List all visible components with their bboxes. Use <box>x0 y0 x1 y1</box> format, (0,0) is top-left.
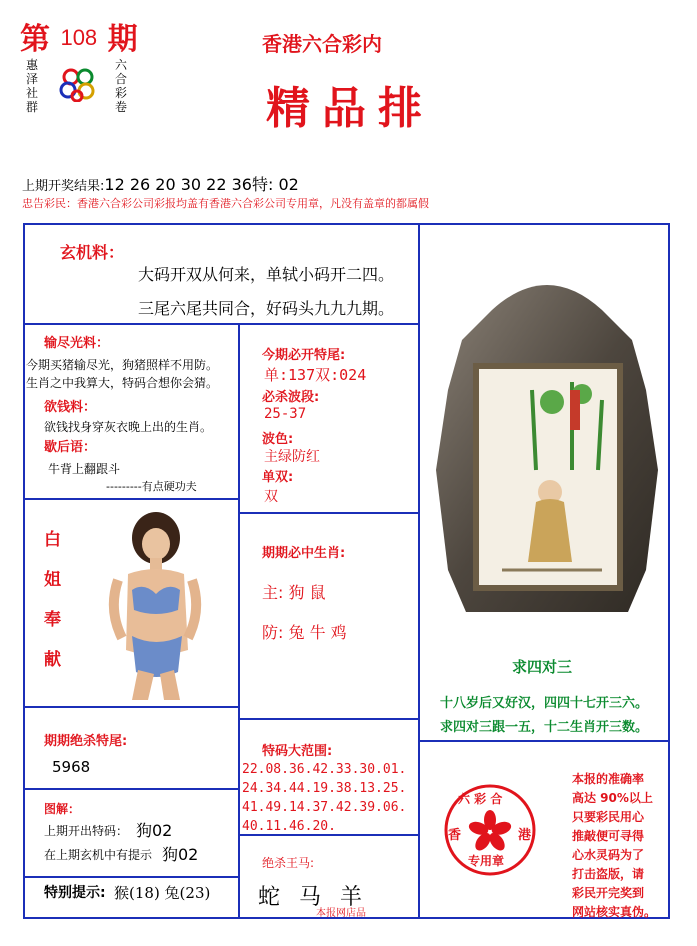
divider <box>418 223 420 919</box>
shujin-label: 输尽光料： <box>44 336 110 351</box>
brand-title: 香港六合彩内 <box>262 32 382 56</box>
wave-label: 必杀波段: <box>262 390 320 405</box>
oddeven-value: 双 <box>264 489 278 505</box>
vertical-char: 社 <box>26 86 39 100</box>
range-row: 40.11.46.20. <box>242 819 336 834</box>
tujie-row-2-value: 狗02 <box>162 845 199 864</box>
divider <box>23 323 419 325</box>
vertical-char: 合 <box>115 72 128 86</box>
tujie-row-2-label: 在上期玄机中有提示 <box>44 848 153 862</box>
color-label: 波色: <box>262 432 294 447</box>
range-row: 24.34.44.19.38.13.25. <box>242 781 407 796</box>
mirror-picture <box>432 270 662 620</box>
zodiac-label: 期期必中生肖: <box>262 546 346 561</box>
tujie-label: 图解： <box>44 802 81 816</box>
last-result-special: 02 <box>278 175 299 194</box>
divider <box>23 498 240 500</box>
zodiac-guard-label: 防: <box>262 623 284 642</box>
last-result-label: 上期开奖结果: <box>22 179 105 194</box>
lottery-logo-icon <box>58 66 98 102</box>
model-photo <box>98 510 208 702</box>
hint-value: 猴(18) 兔(23) <box>114 884 211 902</box>
sansheng-label: 绝杀王马: <box>262 856 315 870</box>
ad-line: 心水灵码为了 <box>572 848 645 862</box>
hint-label: 特别提示: <box>44 885 106 901</box>
mirror-line-1: 十八岁后又好汉，四四十七开三六。 <box>440 696 649 711</box>
tujie-row-1-label: 上期开出特码： <box>44 824 129 838</box>
range-row: 22.08.36.42.33.30.01. <box>242 762 407 777</box>
zodiac-main <box>262 580 326 603</box>
divider <box>238 718 419 720</box>
notice-text: 忠告彩民：香港六合彩公司彩报均盖有香港六合彩公司专用章，凡没有盖章的都属假 <box>22 197 429 210</box>
issue-prefix: 第 <box>20 22 50 57</box>
divider <box>238 324 240 919</box>
xiehou-text: 牛背上翻跟斗 <box>48 462 121 476</box>
xuanji-label: 玄机料： <box>60 243 125 262</box>
vertical-char: 泽 <box>26 72 39 86</box>
right-vertical-text <box>115 58 129 114</box>
vertical-char: 惠 <box>26 58 39 72</box>
zodiac-main-value: 狗 鼠 <box>288 583 326 602</box>
ad-line: 高达 90%以上 <box>572 791 653 805</box>
mirror-line-2: 求四对三跟一五，十二生肖开三数。 <box>440 720 649 735</box>
ad-line: 只要彩民用心 <box>572 810 645 824</box>
wave-value: 25-37 <box>264 406 307 422</box>
seal-bottom: 专用章 <box>468 854 505 868</box>
sansheng-value: 蛇 马 羊 <box>258 885 368 910</box>
xiehou-answer: ---------有点硬功夫 <box>106 480 197 493</box>
zodiac-guard <box>262 620 347 643</box>
range-label: 特码大范围: <box>262 744 333 759</box>
vertical-char: 卷 <box>115 100 128 114</box>
oddeven-label: 单双: <box>262 470 294 485</box>
last-result-special-label: 特: <box>251 175 274 194</box>
left-vertical-text <box>26 58 40 114</box>
seal-top: 六 彩 合 <box>458 792 503 806</box>
tujie-row-1-value: 狗02 <box>136 821 173 840</box>
tail-label: 今期必开特尾: <box>262 348 346 363</box>
qian-label: 欲钱料： <box>44 400 97 415</box>
zodiac-guard-value: 兔 牛 鸡 <box>288 623 347 642</box>
divider <box>23 876 240 878</box>
vertical-char: 彩 <box>115 86 128 100</box>
ad-line: 打击盗版，请 <box>572 867 645 881</box>
divider <box>23 706 240 708</box>
kill-tail-value: 5968 <box>52 758 91 776</box>
issue-suffix: 期 <box>107 22 138 57</box>
baijie-char: 献 <box>44 650 61 670</box>
baijie-char: 姐 <box>44 570 61 590</box>
range-numbers <box>242 760 406 836</box>
qian-text: 欲钱找身穿灰衣晚上出的生肖。 <box>44 420 213 434</box>
seal-right: 港 <box>518 828 532 843</box>
baijie-char: 白 <box>44 530 61 550</box>
color-value: 主绿防红 <box>264 449 320 465</box>
tail-value: 单:137双:024 <box>264 366 367 384</box>
baijie-vertical <box>44 520 61 680</box>
mirror-caption: 求四对三 <box>512 658 573 676</box>
vertical-char: 群 <box>26 100 39 114</box>
last-draw-result <box>22 172 299 195</box>
divider <box>419 740 670 742</box>
issue-number <box>20 14 138 58</box>
sansheng-sub: 本报网店品 <box>316 908 366 919</box>
range-row: 41.49.14.37.42.39.06. <box>242 800 407 815</box>
page-title: 精品排 <box>266 83 434 134</box>
vertical-char: 六 <box>115 58 128 72</box>
zodiac-main-label: 主: <box>262 583 284 602</box>
shujin-text-2: 生肖之中我算大，特码合想你会猜。 <box>26 376 219 390</box>
xiehou-label: 歇后语： <box>44 440 97 455</box>
seal-left: 香 <box>448 828 462 843</box>
xuanji-line-1: 大码开双从何来，单轼小码开二四。 <box>138 265 395 284</box>
divider <box>23 788 240 790</box>
ad-line: 本报的准确率 <box>572 772 645 786</box>
ad-line: 推敲便可寻得 <box>572 829 645 843</box>
shujin-text-1: 今期买猪输尽光，狗猪照样不用防。 <box>26 358 219 372</box>
ad-line: 网站核实真伪。 <box>572 905 657 919</box>
last-result-numbers: 12 26 20 30 22 36 <box>104 175 252 194</box>
issue-number-value: 108 <box>60 25 98 50</box>
baijie-char: 奉 <box>44 610 61 630</box>
accuracy-ad <box>572 770 656 922</box>
xuanji-line-2: 三尾六尾共同合，好码头九九九期。 <box>138 299 395 318</box>
divider <box>238 512 419 514</box>
kill-tail-label: 期期绝杀特尾: <box>44 734 128 749</box>
ad-line: 彩民开完奖到 <box>572 886 645 900</box>
